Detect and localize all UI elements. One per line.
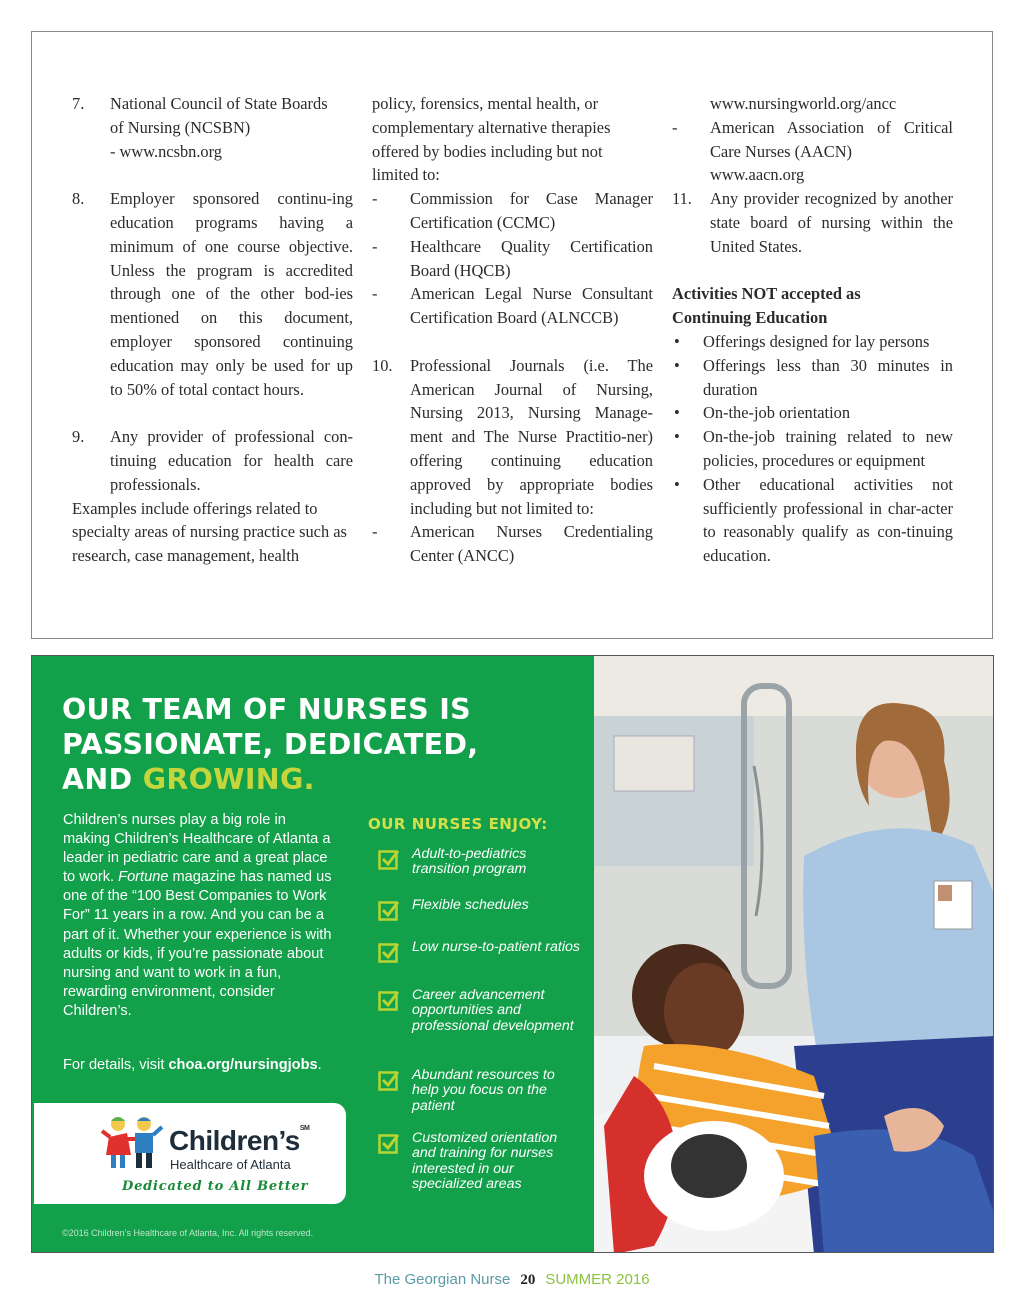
- dash-item-text: Healthcare Quality Certification Board (HQCB): [410, 236, 653, 280]
- item-number: 9.: [72, 427, 85, 447]
- dash-item: [372, 520, 653, 568]
- checkbox-checked-icon: [378, 941, 400, 963]
- bullet-item: [672, 425, 953, 473]
- item-number: 7.: [72, 94, 85, 113]
- dash-item-text: American Legal Nurse Consultant Certification Board (ALNCCB): [410, 284, 653, 328]
- item-number: 10.: [372, 355, 393, 375]
- details-prefix: For details, visit: [63, 1057, 169, 1073]
- item-7-line-1: National Council of State Boards: [110, 94, 328, 113]
- bullet-item: [672, 401, 953, 425]
- ad-details: [63, 1057, 322, 1073]
- bullet-text: On-the-job training related to new policies, procedures or equipment: [703, 427, 953, 470]
- dash-marker: -: [672, 117, 678, 137]
- url-ancc: www.nursingworld.org/ancc: [710, 94, 897, 113]
- bullet-item: [672, 330, 953, 354]
- ad-headline: [62, 692, 478, 797]
- section-heading-line-1: Activities NOT accepted as: [672, 284, 861, 304]
- bullet-marker: •: [674, 427, 680, 447]
- item-number: 11.: [672, 189, 692, 209]
- headline-line-1: OUR TEAM OF NURSES IS: [62, 693, 471, 726]
- headline-and: AND: [62, 763, 143, 796]
- item-7-line-3: - www.ncsbn.org: [110, 141, 222, 161]
- dash-marker: -: [372, 189, 378, 209]
- bullet-marker: •: [674, 331, 680, 351]
- issue-label: SUMMER 2016: [545, 1271, 650, 1288]
- item-8-text: Employer sponsored continu-ing education programs having a minimum of one course objective. Unless the program is accredited through one of the other bod-ies mentioned on this document, employer sponsored continuing education may only be used for up to 50% of total contact hours.: [110, 189, 353, 399]
- nursing-jobs-link[interactable]: choa.org/nursingjobs: [168, 1057, 318, 1073]
- benefit-text: Adult-to-pediatrics transition program: [412, 846, 527, 878]
- bullet-marker: •: [674, 355, 680, 375]
- item-9-text: Any provider of professional con-tinuing education for health care professionals.: [110, 427, 353, 494]
- benefit-item: [378, 988, 582, 1034]
- list-item-11: [672, 187, 953, 258]
- benefits-title: OUR NURSES ENJOY:: [368, 815, 548, 833]
- brand-subtitle: Healthcare of Atlanta: [170, 1157, 291, 1172]
- dash-item: [372, 282, 653, 330]
- dash-item: [372, 235, 653, 283]
- list-item-7: [72, 92, 353, 163]
- logo-card: [34, 1103, 346, 1204]
- dash-item: [672, 116, 953, 164]
- dash-marker: -: [372, 284, 378, 304]
- childrens-logo-icon: [100, 1115, 166, 1171]
- headline-period: .: [303, 763, 315, 796]
- ad-copyright: ©2016 Children’s Healthcare of Atlanta, Inc. All rights reserved.: [62, 1228, 314, 1238]
- continuation-paragraph: policy, forensics, mental health, or complementary alternative therapies offered by bodies including but not limited to:: [372, 94, 611, 185]
- checkbox-checked-icon: [378, 989, 400, 1011]
- bullet-text: Offerings less than 30 minutes in duration: [703, 355, 953, 399]
- headline-accent: GROWING: [142, 763, 304, 796]
- text-column-1: [72, 92, 353, 568]
- bullet-text: Offerings designed for lay persons: [703, 331, 930, 351]
- intro-part-a: Children’s nurses play a big role in making Children’s Healthcare of Atlanta a leader in pediatric care and a great place to work.: [63, 812, 331, 886]
- benefit-item: [378, 940, 582, 963]
- section-heading-line-2: Continuing Education: [672, 308, 828, 328]
- bullet-marker: •: [674, 474, 680, 494]
- dash-item-text: Commission for Case Manager Certification (CCMC): [410, 189, 653, 232]
- article-box: [31, 31, 993, 639]
- benefit-text: Abundant resources to help you focus on the patient: [412, 1067, 555, 1114]
- details-suffix: .: [317, 1057, 322, 1073]
- item-11-text: Any provider recognized by another state board of nursing within the United States.: [710, 189, 953, 256]
- checkbox-checked-icon: [378, 1069, 400, 1091]
- intro-fortune: Fortune: [118, 869, 169, 886]
- checkbox-checked-icon: [378, 899, 400, 921]
- intro-part-b: magazine has named us one of the “100 Best Companies to Work For” 11 years in a row. And you can be a part of it. Whether your experience is with adults or kids, if you’re passionate about nursing and want to work in a fun, rewarding environment, consider Children’s.: [63, 869, 332, 1019]
- text-column-3: [672, 92, 953, 568]
- list-item-8: [72, 187, 353, 401]
- benefit-text: Customized orientation and training for nurses interested in our specialized areas: [412, 1130, 558, 1192]
- recruitment-advertisement: [31, 655, 994, 1253]
- url-aacn: www.aacn.org: [710, 165, 805, 185]
- ad-intro-paragraph: [63, 811, 333, 1021]
- service-mark: SM: [299, 1125, 310, 1132]
- item-7-line-2: of Nursing (NCSBN): [110, 117, 251, 137]
- dash-item-text: American Nurses Credentialing Center (ANCC): [410, 522, 653, 566]
- brand-name: [169, 1125, 309, 1157]
- dash-item: [372, 187, 653, 235]
- bullet-text: Other educational activities not sufficiently professional in char-acter to reasonably qualify as con-tinuing education.: [703, 474, 953, 566]
- benefit-item: [378, 847, 582, 878]
- benefit-text: Career advancement opportunities and professional development: [412, 987, 574, 1034]
- benefit-text: Low nurse-to-patient ratios: [412, 939, 580, 955]
- dash-marker: -: [372, 236, 378, 256]
- bullet-item: [672, 473, 953, 568]
- benefit-item: [378, 898, 582, 921]
- publication-name: The Georgian Nurse: [374, 1271, 511, 1288]
- brand-tagline: Dedicated to All Better: [122, 1179, 309, 1194]
- benefit-item: [378, 1068, 582, 1114]
- item-number: 8.: [72, 189, 85, 209]
- page-footer: [0, 1271, 1024, 1289]
- list-item-9: [72, 425, 353, 496]
- checkbox-checked-icon: [378, 1132, 400, 1154]
- text-column-2: [372, 92, 653, 568]
- checkbox-checked-icon: [378, 848, 400, 870]
- page-number: 20: [520, 1272, 536, 1288]
- dash-item-text: American Association of Critical Care Nurses (AACN): [710, 117, 953, 161]
- list-item-10: [372, 354, 653, 521]
- benefit-text: Flexible schedules: [412, 897, 529, 913]
- bullet-text: On-the-job orientation: [703, 403, 851, 423]
- nurse-and-patient-photo: [594, 656, 994, 1253]
- item-10-text: Professional Journals (i.e. The American Journal of Nursing, Nursing 2013, Nursing Manage-ment and The Nurse Practitio-ner) offering continuing education approved by appropriate bodies including but not limited to:: [410, 355, 653, 518]
- headline-line-2: PASSIONATE, DEDICATED,: [62, 728, 479, 761]
- brand-word: Children’s: [169, 1125, 300, 1156]
- headline-line-3: [62, 762, 478, 797]
- examples-paragraph: Examples include offerings related to specialty areas of nursing practice such as research, case management, health: [72, 498, 347, 566]
- benefit-item: [378, 1131, 582, 1192]
- dash-marker: -: [372, 522, 378, 542]
- bullet-marker: •: [674, 403, 680, 423]
- bullet-item: [672, 354, 953, 402]
